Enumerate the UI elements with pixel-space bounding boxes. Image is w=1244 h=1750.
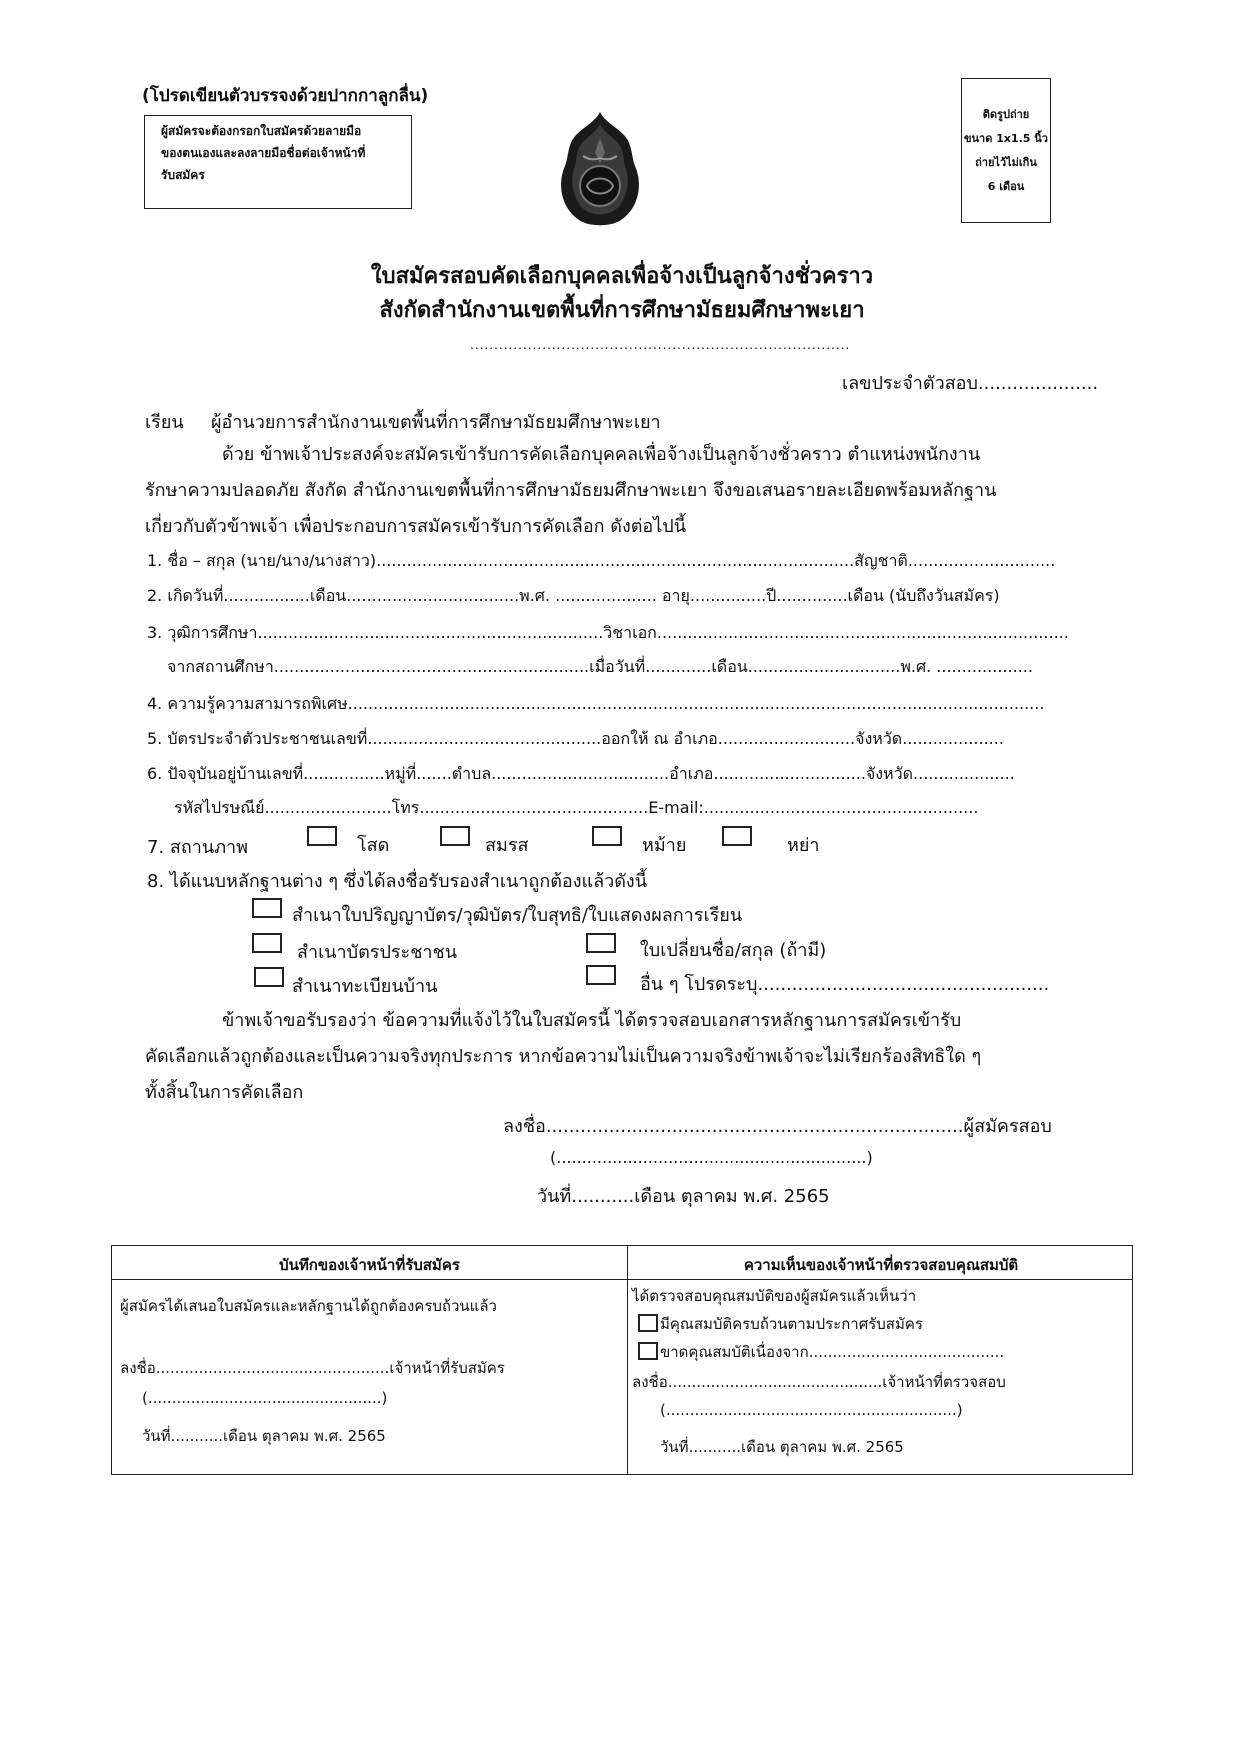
table-header-line xyxy=(112,1279,1132,1280)
checkbox-name-change[interactable] xyxy=(586,933,616,953)
left-name[interactable]: (.................................................) xyxy=(142,1389,388,1407)
photo-text: 6 เดือน xyxy=(987,180,1025,193)
checkbox-married[interactable] xyxy=(440,826,470,846)
attachments-label: 8. ได้แนบหลักฐานต่าง ๆ ซึ่งได้ลงชื่อรับรองสำเนาถูกต้องแล้วดังนี้ xyxy=(147,871,648,892)
marital-status-label: 7. สถานภาพ xyxy=(147,837,249,858)
right-header: ความเห็นของเจ้าหน้าที่ตรวจสอบคุณสมบัติ xyxy=(743,1256,1019,1274)
right-date: วันที่...........เดือน ตุลาคม พ.ศ. 2565 xyxy=(660,1438,904,1456)
form-title-line2: สังกัดสำนักงานเขตพื้นที่การศึกษามัธยมศึกษาพะเยา xyxy=(379,298,865,323)
checkbox-divorced[interactable] xyxy=(722,826,752,846)
left-date: วันที่...........เดือน ตุลาคม พ.ศ. 2565 xyxy=(142,1427,386,1445)
photo-text: ติดรูปถ่าย xyxy=(982,108,1030,121)
intro-line2: รักษาความปลอดภัย สังกัด สำนักงานเขตพื้นที่การศึกษามัธยมศึกษาพะเยา จึงขอเสนอรายละเอียดพร้อมหลักฐาน xyxy=(145,480,997,501)
intro-line3: เกี่ยวกับตัวข้าพเจ้า เพื่อประกอบการสมัครเข้ารับการคัดเลือก ดังต่อไปนี้ xyxy=(145,516,687,537)
checkbox-other[interactable] xyxy=(586,965,616,985)
to-label: เรียน xyxy=(145,412,184,433)
left-header: บันทึกของเจ้าหน้าที่รับสมัคร xyxy=(279,1256,460,1274)
declaration-line2: คัดเลือกแล้วถูกต้องและเป็นความจริงทุกประการ หากข้อความไม่เป็นความจริงข้าพเจ้าจะไม่เรียกร้องสิทธิใด ๆ xyxy=(145,1046,982,1067)
option-degree: สำเนาใบปริญญาบัตร/วุฒิบัตร/ใบสุทธิ/ใบแสดงผลการเรียน xyxy=(292,905,743,926)
left-statement: ผู้สมัครได้เสนอใบสมัครและหลักฐานได้ถูกต้องครบถ้วนแล้ว xyxy=(120,1297,497,1315)
table-divider xyxy=(627,1246,628,1474)
right-signature[interactable]: ลงชื่อ.............................................เจ้าหน้าที่ตรวจสอบ xyxy=(632,1373,1006,1391)
instruction-line: ของตนเองและลงลายมือชื่อต่อเจ้าหน้าที่ xyxy=(161,146,366,160)
photo-text: ถ่ายไว้ไม่เกิน xyxy=(975,156,1037,169)
option-name-change: ใบเปลี่ยนชื่อ/สกุล (ถ้ามี) xyxy=(640,940,827,961)
field-special-skills[interactable]: 4. ความรู้ความสามารถพิเศษ......................................................................................................................................... xyxy=(147,694,1045,713)
field-address[interactable]: 6. ปัจจุบันอยู่บ้านเลขที่................หมู่ที่.......ตำบล...................................อำเภอ..............................จังหวัด.................... xyxy=(147,764,1015,783)
emblem-logo xyxy=(555,108,645,232)
option-house-registration: สำเนาทะเบียนบ้าน xyxy=(292,976,438,997)
applicant-name[interactable]: (.............................................................) xyxy=(550,1148,873,1167)
form-title-line1: ใบสมัครสอบคัดเลือกบุคคลเพื่อจ้างเป็นลูกจ้างชั่วคราว xyxy=(370,264,874,289)
option-married: สมรส xyxy=(485,835,529,856)
option-other[interactable]: อื่น ๆ โปรดระบุ................................................... xyxy=(640,974,1050,995)
declaration-line3: ทั้งสิ้นในการคัดเลือก xyxy=(145,1082,304,1103)
checkbox-degree[interactable] xyxy=(252,898,282,918)
option-unqualified[interactable]: ขาดคุณสมบัติเนื่องจาก......................................... xyxy=(660,1343,1005,1361)
checkbox-widowed[interactable] xyxy=(592,826,622,846)
checkbox-id-copy[interactable] xyxy=(252,933,282,953)
intro-line1: ด้วย ข้าพเจ้าประสงค์จะสมัครเข้ารับการคัดเลือกบุคคลเพื่อจ้างเป็นลูกจ้างชั่วคราว ตำแหน่งพนักงาน xyxy=(222,444,981,465)
title-dots: ............................................................................... xyxy=(470,338,851,352)
checkbox-unqualified[interactable] xyxy=(638,1342,658,1360)
to-value: ผู้อำนวยการสำนักงานเขตพื้นที่การศึกษามัธยมศึกษาพะเยา xyxy=(211,412,661,433)
declaration-line1: ข้าพเจ้าขอรับรองว่า ข้อความที่แจ้งไว้ในใบสมัครนี้ ได้ตรวจสอบเอกสารหลักฐานการสมัครเข้ารับ xyxy=(222,1010,962,1031)
option-divorced: หย่า xyxy=(787,835,820,856)
top-note: (โปรดเขียนตัวบรรจงด้วยปากกาลูกลื่น) xyxy=(142,86,429,106)
instruction-line: ผู้สมัครจะต้องกรอกใบสมัครด้วยลายมือ xyxy=(161,124,362,138)
field-education[interactable]: 3. วุฒิการศึกษา....................................................................วิชาเอก................................................................................. xyxy=(147,623,1069,642)
exam-id-field[interactable]: เลขประจำตัวสอบ..................... xyxy=(842,373,1099,394)
photo-text: ขนาด 1x1.5 นิ้ว xyxy=(964,132,1048,145)
right-name[interactable]: (.............................................................) xyxy=(660,1401,963,1419)
checkbox-house-registration[interactable] xyxy=(254,967,284,987)
option-single: โสด xyxy=(357,835,390,856)
checkbox-qualified[interactable] xyxy=(638,1314,658,1332)
field-name[interactable]: 1. ชื่อ – สกุล (นาย/นาง/นางสาว)..............................................................................................สัญชาติ............................. xyxy=(147,551,1056,570)
checkbox-single[interactable] xyxy=(307,826,337,846)
option-qualified: มีคุณสมบัติครบถ้วนตามประกาศรับสมัคร xyxy=(660,1315,923,1333)
instruction-line: รับสมัคร xyxy=(161,168,205,182)
field-institution[interactable]: จากสถานศึกษา..............................................................เมื่อวันที่.............เดือน..............................พ.ศ. ................... xyxy=(167,657,1033,676)
option-id-copy: สำเนาบัตรประชาชน xyxy=(297,942,458,963)
field-id-card[interactable]: 5. บัตรประจำตัวประชาชนเลขที่..............................................ออกให้ ณ อำเภอ...........................จังหวัด.................... xyxy=(147,729,1004,748)
photo-box xyxy=(961,78,1051,223)
left-signature[interactable]: ลงชื่อ.................................................เจ้าหน้าที่รับสมัคร xyxy=(120,1359,505,1377)
instruction-box xyxy=(144,115,412,209)
applicant-date: วันที่...........เดือน ตุลาคม พ.ศ. 2565 xyxy=(537,1186,830,1207)
field-birthdate[interactable]: 2. เกิดวันที่.................เดือน..................................พ.ศ. .................... อายุ...............ปี..............เดือน (นับถึงวันสมัคร) xyxy=(147,586,1000,605)
applicant-signature[interactable]: ลงชื่อ.........................................................................ผู้สมัครสอบ xyxy=(503,1116,1052,1137)
option-widowed: หม้าย xyxy=(642,835,687,856)
right-statement: ได้ตรวจสอบคุณสมบัติของผู้สมัครแล้วเห็นว่า xyxy=(632,1287,917,1305)
official-table xyxy=(111,1245,1133,1475)
field-contact[interactable]: รหัสไปรษณีย์.........................โทร.............................................E-mail:...................................................... xyxy=(174,798,979,817)
